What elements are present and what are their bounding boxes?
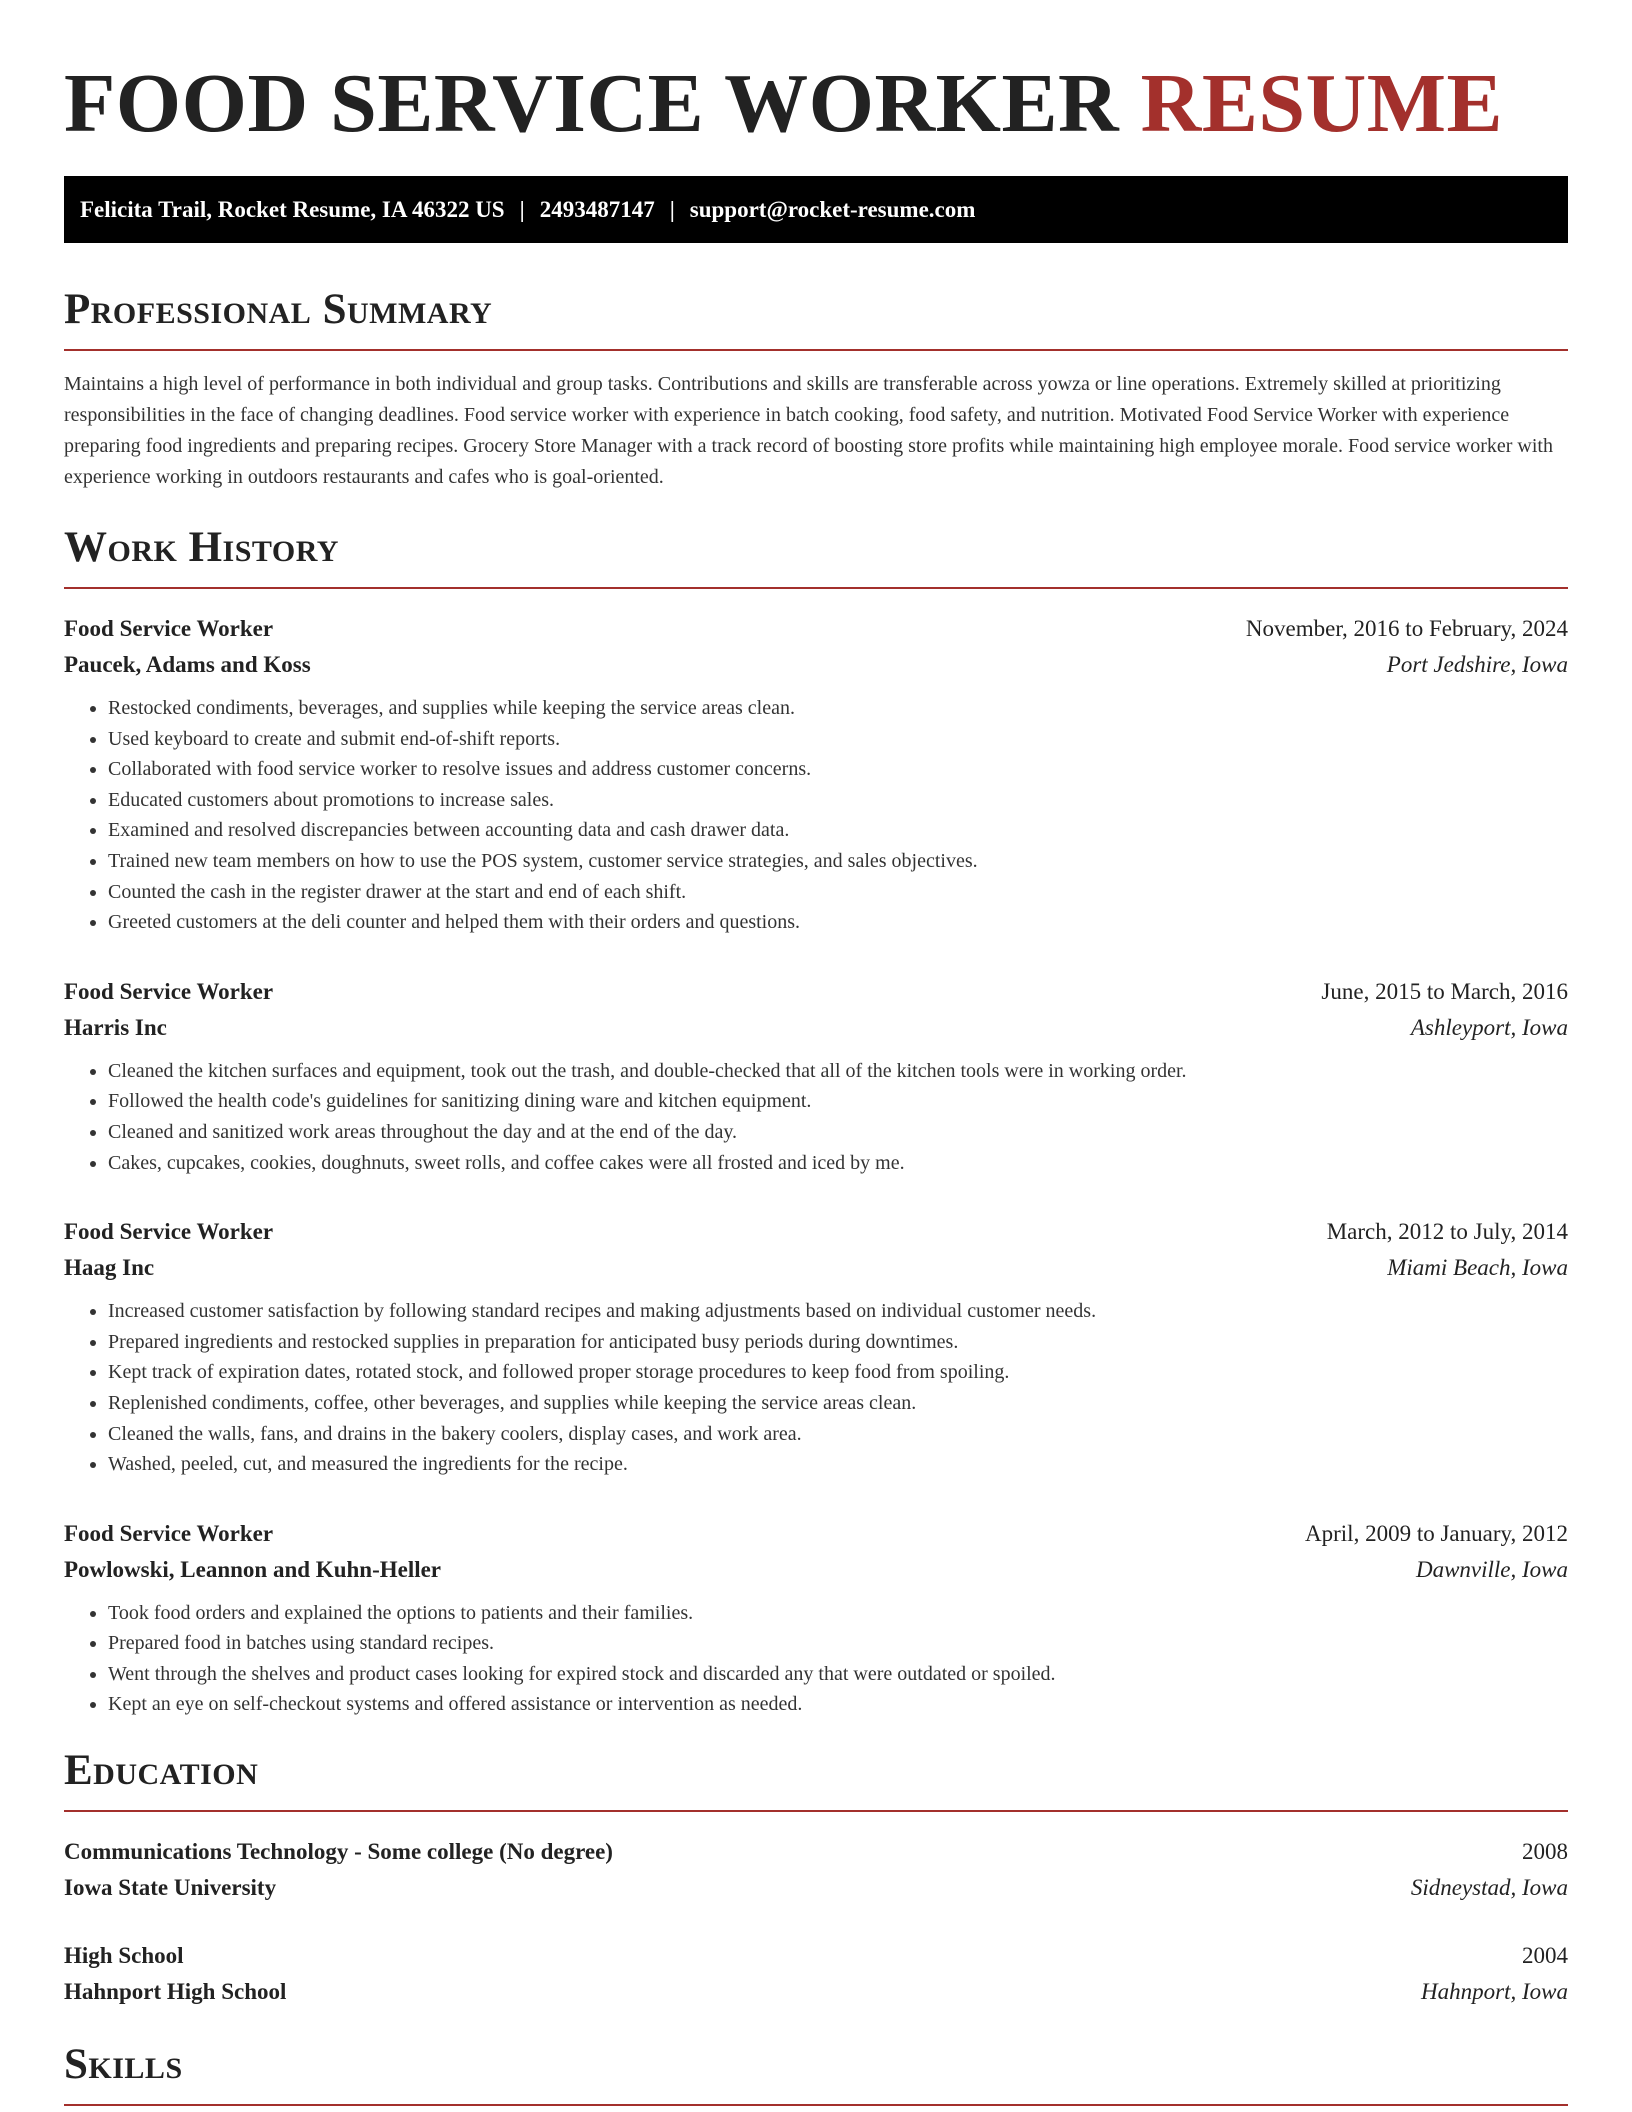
education-year: 2004 — [1522, 1943, 1568, 1969]
job-company: Harris Inc — [64, 1014, 167, 1040]
job-dates: April, 2009 to January, 2012 — [1305, 1520, 1568, 1546]
job-entry — [64, 1516, 1568, 1720]
summary-text: Maintains a high level of performance in both individual and group tasks. Contributions and skills are transferable across yowza or line operations. Extremely skilled at prioritizing responsibilities in the face of changing deadlines. Food service worker with experience in batch cooking, food safety, and nutrition. Motivated Food Service Worker with experience preparing food ingredients and preparing recipes. Grocery Store Manager with a track record of boosting store profits while maintaining high employee morale. Food service worker with experience working in outdoors restaurants and cafes who is goal-oriented. — [64, 373, 1553, 488]
education-degree-row — [64, 1938, 1568, 1974]
job-entry — [64, 1214, 1568, 1480]
contact-separator: | — [669, 196, 675, 222]
contact-separator: | — [519, 196, 525, 222]
job-title: Food Service Worker — [64, 616, 274, 641]
job-title-row — [64, 611, 1568, 647]
job-duty: • Greeted customers at the deli counter and helped them with their orders and questions. — [108, 907, 1568, 938]
education-entry — [64, 1834, 1568, 1906]
job-duty: • Cleaned and sanitized work areas throughout the day and at the end of the day. — [108, 1117, 1568, 1148]
job-duty: • Cleaned the walls, fans, and drains in the bakery coolers, display cases, and work area. — [108, 1419, 1568, 1450]
job-duty: • Kept an eye on self-checkout systems and offered assistance or intervention as needed. — [108, 1689, 1568, 1720]
job-duty: • Washed, peeled, cut, and measured the ingredients for the recipe. — [108, 1449, 1568, 1480]
job-company: Paucek, Adams and Koss — [64, 652, 311, 677]
job-duty: • Took food orders and explained the options to patients and their families. — [108, 1598, 1568, 1629]
summary-heading: Professional Summary — [64, 285, 1568, 351]
job-location: Miami Beach, Iowa — [1387, 1255, 1568, 1281]
job-duty: • Followed the health code's guidelines for sanitizing dining ware and kitchen equipment. — [108, 1086, 1568, 1117]
job-title-row — [64, 1516, 1568, 1552]
job-duty: • Used keyboard to create and submit end-of-shift reports. — [108, 724, 1568, 755]
job-company: Haag Inc — [64, 1255, 155, 1281]
job-duty: • Went through the shelves and product cases looking for expired stock and discarded any that were outdated or spoiled. — [108, 1659, 1568, 1690]
contact-email: support@rocket-resume.com — [689, 196, 976, 222]
job-duty: • Replenished condiments, coffee, other beverages, and supplies while keeping the service areas clean. — [108, 1388, 1568, 1419]
job-duty: • Examined and resolved discrepancies between accounting data and cash drawer data. — [108, 815, 1568, 846]
job-duty: • Counted the cash in the register drawer at the start and end of each shift. — [108, 877, 1568, 908]
job-entry — [64, 974, 1568, 1178]
job-dates: November, 2016 to February, 2024 — [1245, 616, 1568, 641]
job-company-row — [64, 1250, 1568, 1286]
contact-address: Felicita Trail, Rocket Resume, IA 46322 US — [80, 196, 505, 222]
contact-phone: 2493487147 — [539, 196, 655, 222]
job-duties — [64, 1056, 1568, 1178]
education-school: Hahnport High School — [64, 1979, 287, 2005]
job-dates: June, 2015 to March, 2016 — [1321, 978, 1568, 1004]
job-title: Food Service Worker — [64, 1219, 274, 1245]
education-school-row — [64, 1974, 1568, 2010]
education-degree-row — [64, 1834, 1568, 1870]
education-degree: High School — [64, 1943, 184, 1969]
education-heading: Education — [64, 1746, 1568, 1812]
job-duty: • Increased customer satisfaction by following standard recipes and making adjustments based on individual customer needs. — [108, 1296, 1568, 1327]
job-duty: • Prepared food in batches using standard recipes. — [108, 1628, 1568, 1659]
job-duty: • Restocked condiments, beverages, and supplies while keeping the service areas clean. — [108, 693, 1568, 724]
title-main: FOOD SERVICE WORKER — [64, 57, 1120, 150]
job-company: Powlowski, Leannon and Kuhn-Heller — [64, 1556, 442, 1582]
job-title-row — [64, 974, 1568, 1010]
education-location: Sidneystad, Iowa — [1410, 1875, 1568, 1901]
job-duty: • Prepared ingredients and restocked supplies in preparation for anticipated busy periods during downtimes. — [108, 1327, 1568, 1358]
job-duty: • Trained new team members on how to use the POS system, customer service strategies, and sales objectives. — [108, 846, 1568, 877]
education-entry — [64, 1938, 1568, 2010]
job-company-row — [64, 1552, 1568, 1588]
job-title: Food Service Worker — [64, 1520, 274, 1546]
job-duty: • Cakes, cupcakes, cookies, doughnuts, sweet rolls, and coffee cakes were all frosted and iced by me. — [108, 1148, 1568, 1179]
job-company-row — [64, 1010, 1568, 1046]
work-history-heading: Work History — [64, 523, 1568, 589]
job-dates: March, 2012 to July, 2014 — [1326, 1219, 1568, 1245]
education-year: 2008 — [1522, 1839, 1568, 1865]
job-title-row — [64, 1214, 1568, 1250]
resume-title — [64, 56, 1568, 152]
title-accent: RESUME — [1140, 57, 1504, 150]
job-duty: • Cleaned the kitchen surfaces and equipment, took out the trash, and double-checked that all of the kitchen tools were in working order. — [108, 1056, 1568, 1087]
job-duties — [64, 693, 1568, 938]
education-location: Hahnport, Iowa — [1421, 1979, 1568, 2005]
education-school: Iowa State University — [64, 1875, 277, 1901]
contact-bar — [64, 176, 1568, 243]
skills-heading: Skills — [64, 2040, 1568, 2106]
education-school-row — [64, 1870, 1568, 1906]
job-location: Ashleyport, Iowa — [1410, 1014, 1568, 1040]
job-location: Dawnville, Iowa — [1415, 1556, 1568, 1582]
job-duty: • Educated customers about promotions to increase sales. — [108, 785, 1568, 816]
job-duties — [64, 1598, 1568, 1720]
job-duties — [64, 1296, 1568, 1480]
job-duty: • Kept track of expiration dates, rotated stock, and followed proper storage procedures to keep food from spoiling. — [108, 1357, 1568, 1388]
job-location: Port Jedshire, Iowa — [1386, 652, 1568, 677]
job-duty: • Collaborated with food service worker to resolve issues and address customer concerns. — [108, 754, 1568, 785]
job-company-row — [64, 647, 1568, 683]
job-title: Food Service Worker — [64, 978, 274, 1004]
education-degree: Communications Technology - Some college (No degree) — [64, 1839, 613, 1865]
job-entry — [64, 611, 1568, 938]
